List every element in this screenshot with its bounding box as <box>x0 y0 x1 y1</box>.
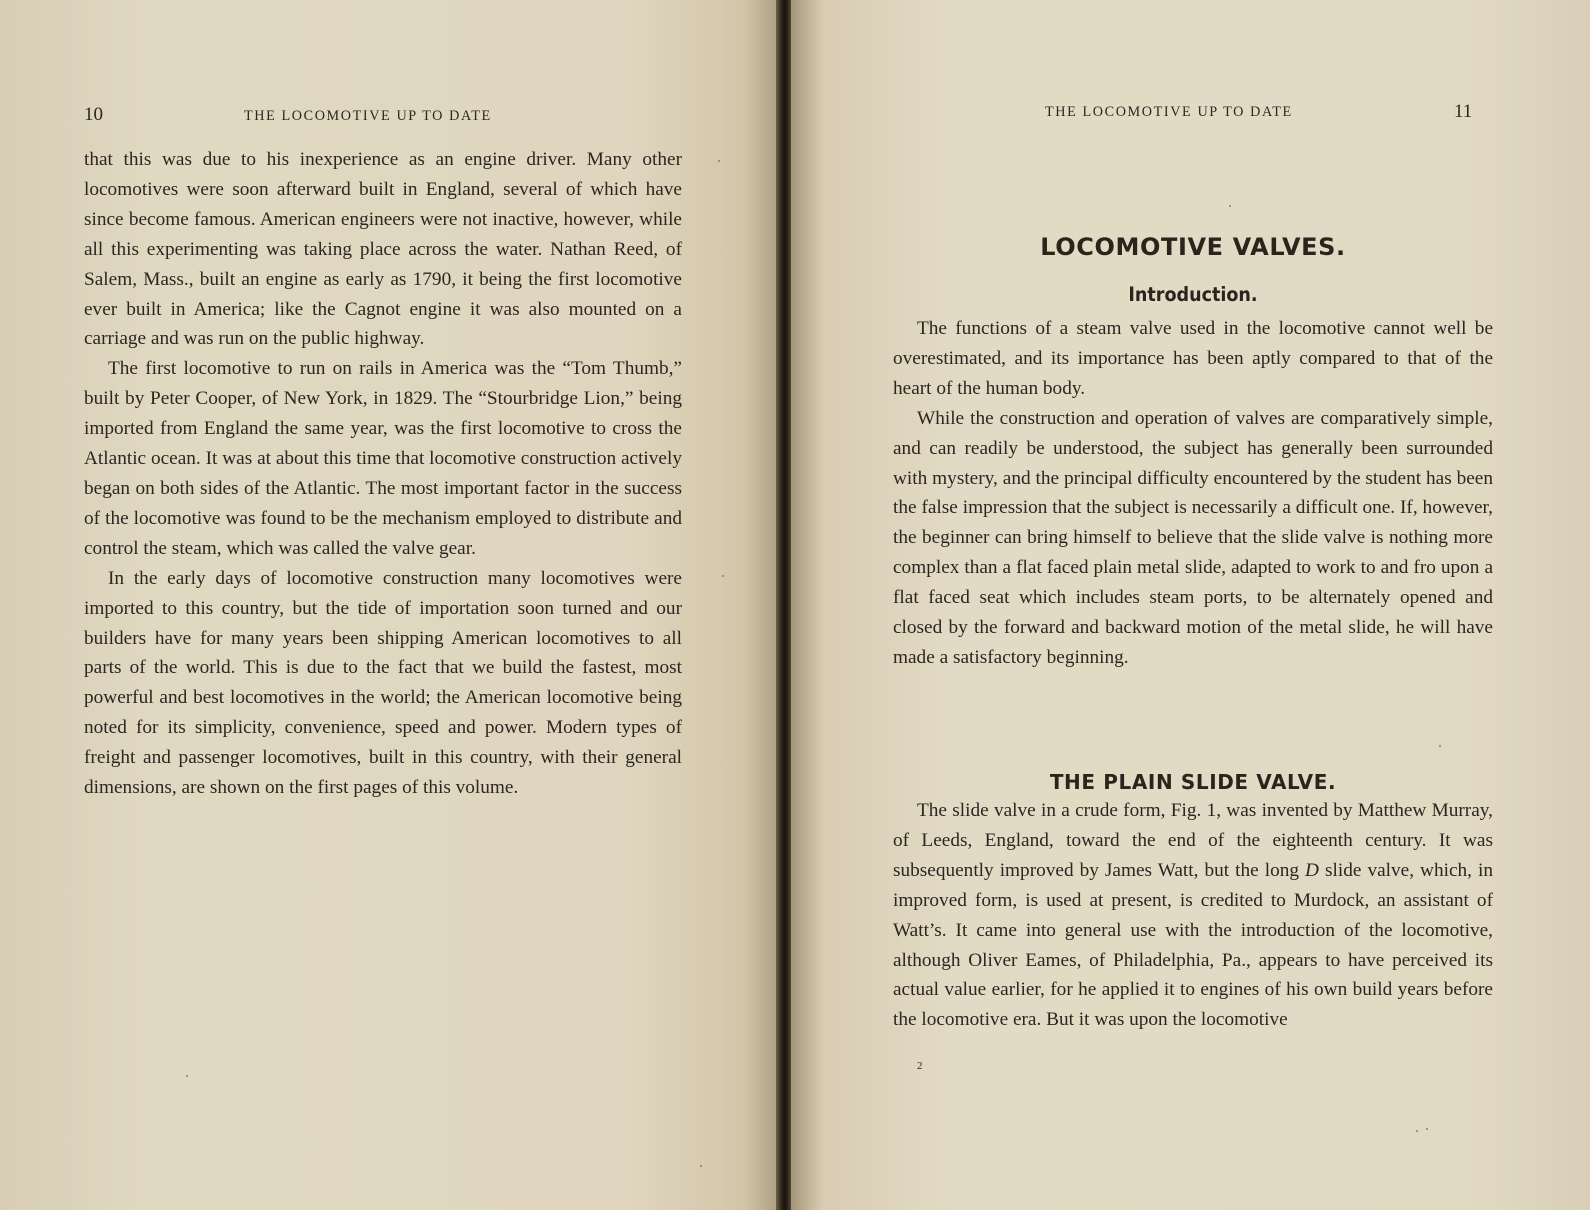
left-body-text <box>84 145 682 803</box>
left-paragraph-3: In the early days of locomotive construction many locomotives were imported to this country, but the tide of importation soon turned and our builders have for many years been shipping American locomotives to all parts of the world. This is due to the fact that we build the fastest, most powerful and best locomotives in the world; the American locomotive being noted for its simplicity, convenience, speed and power. Modern types of freight and passenger locomotives, built in this country, with their general dimensions, are shown on the first pages of this volume. <box>84 567 682 799</box>
left-page-number: 10 <box>84 104 103 125</box>
paper-speck <box>1229 205 1231 207</box>
subsection-title: Introduction. <box>1128 283 1258 306</box>
paper-speck <box>1426 1128 1428 1130</box>
intro-paragraph-2: While the construction and operation of valves are comparatively simple, and can readily be understood, the subject has generally been surrounded with mystery, and the principal difficulty encountered by the student has been the false impression that the subject is necessarily a difficult one. If, however, the beginner can bring himself to believe that the slide valve is nothing more complex than a flat faced plain metal slide, adapted to work to and fro upon a flat faced seat which includes steam ports, to be alternately opened and closed by the forward and backward motion of the metal slide, he will have made a satisfactory beginning. <box>893 407 1493 668</box>
section2-paragraph <box>893 796 1493 1035</box>
paper-speck <box>186 1075 188 1077</box>
left-paragraph-1: that this was due to his inexperience as an engine driver. Many other locomotives were soon afterward built in England, several of which have since become famous. American engineers were not inactive, however, while all this experimenting was taking place across the water. Nathan Reed, of Salem, Mass., built an engine as early as 1790, it being the first locomotive ever built in America; like the Cagnot engine it was also mounted on a carriage and was run on the public highway. <box>84 149 682 350</box>
section2-text-part-2: slide valve, which, in improved form, is used at present, is credited to Murdock, an assistant of Watt’s. It came into general use with the introduction of the locomotive, although Oliver Eames, of Philadelphia, Pa., appears to have perceived its actual value earlier, for he applied it to engines of his own build years before the locomotive era. But it was upon the locomotive <box>893 859 1494 1031</box>
section-title: LOCOMOTIVE VALVES. <box>1040 233 1346 261</box>
paper-speck <box>700 1165 702 1167</box>
signature-mark: 2 <box>917 1060 923 1072</box>
left-running-head: THE LOCOMOTIVE UP TO DATE <box>244 108 492 124</box>
left-paragraph-2: The first locomotive to run on rails in America was the “Tom Thumb,” built by Peter Cooper, of New York, in 1829. The “Stourbridge Lion,” being imported from England the same year, was the first locomotive to cross the Atlantic ocean. It was at about this time that locomotive construction actively began on both sides of the Atlantic. The most important factor in the success of the locomotive was found to be the mechanism employed to distribute and control the steam, which was called the valve gear. <box>84 358 682 559</box>
right-running-head: THE LOCOMOTIVE UP TO DATE <box>1045 104 1293 120</box>
section2-text-part-1: The slide valve in a crude form, Fig. 1, was invented by Matthew Murray, of Leeds, England, toward the end of the eighteenth century. It was subsequently improved by James Watt, but the long <box>893 800 1493 881</box>
left-page <box>0 0 783 1210</box>
intro-body-text <box>893 314 1493 673</box>
d-slide-letter: D <box>1305 859 1319 881</box>
paper-speck <box>722 575 724 577</box>
section2-title: THE PLAIN SLIDE VALVE. <box>1049 770 1337 794</box>
paper-speck <box>718 160 720 162</box>
paper-speck <box>1416 1130 1418 1132</box>
section2-body-text <box>893 796 1493 1035</box>
right-page-number: 11 <box>1454 101 1473 122</box>
paper-speck <box>1439 745 1441 747</box>
right-page <box>791 0 1590 1210</box>
intro-paragraph-1: The functions of a steam valve used in the locomotive cannot well be overestimated, and its importance has been aptly compared to that of the heart of the human body. <box>893 318 1493 399</box>
